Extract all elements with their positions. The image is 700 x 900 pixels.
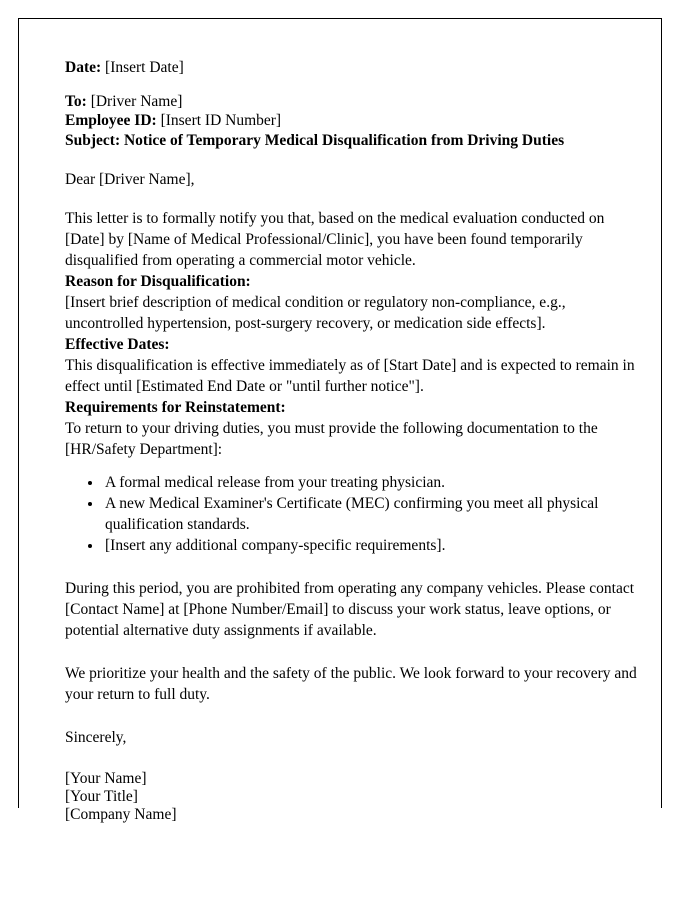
section-heading-reinstatement: Requirements for Reinstatement: — [65, 398, 286, 416]
closing-paragraph-1: During this period, you are prohibited from operating any company vehicles. Please contact [Contact Name] at [Phone Number/Email] to discuss your work status, leave options, or potential alternative duty assignments if available. — [65, 579, 635, 639]
date-label: Date: — [65, 59, 102, 76]
intro-paragraph: This letter is to formally notify you that, based on the medical evaluation conducted on [Date] by [Name of Medical Professional/Clinic], you have been found temporarily disqualified from operating a commercial motor vehicle. — [65, 209, 605, 269]
section-body-effective-dates: This disqualification is effective immediately as of [Start Date] and is expected to remain in effect until [Estimated End Date or "until further notice"]. — [65, 356, 635, 395]
sign-off: Sincerely, — [65, 728, 127, 746]
letter-body — [65, 59, 643, 824]
recipient-line — [65, 93, 643, 111]
list-item: • A new Medical Examiner's Certificate (MEC) confirming you meet all physical qualification standards. — [103, 493, 643, 535]
employee-id-line — [65, 112, 643, 130]
to-value: [Driver Name] — [90, 92, 183, 110]
list-item: • [Insert any additional company-specific requirements]. — [103, 535, 643, 556]
signature-title: [Your Title] — [65, 787, 138, 805]
to-label: To: — [65, 92, 87, 110]
section-body-reinstatement: To return to your driving duties, you must provide the following documentation to the [HR/Safety Department]: — [65, 419, 598, 458]
signature-company: [Company Name] — [65, 805, 177, 823]
salutation: Dear [Driver Name], — [65, 170, 195, 188]
date-value: [Insert Date] — [105, 59, 184, 76]
employee-id-label: Employee ID: — [65, 112, 157, 129]
employee-id-value: [Insert ID Number] — [160, 112, 282, 129]
signature-name: [Your Name] — [65, 769, 147, 787]
closing-paragraph-2: We prioritize your health and the safety of the public. We look forward to your recovery and your return to full duty. — [65, 664, 637, 703]
section-body-reason: [Insert brief description of medical condition or regulatory non-compliance, e.g., uncontrolled hypertension, post-surgery recovery, or medication side effects]. — [65, 293, 566, 332]
letter-sheet — [18, 18, 662, 823]
signature-block — [65, 770, 643, 824]
section-heading-reason: Reason for Disqualification: — [65, 272, 251, 290]
date-line — [65, 59, 643, 77]
list-item: • A formal medical release from your treating physician. — [103, 472, 643, 493]
reinstatement-requirements-list — [65, 472, 643, 556]
subject-line: Subject: Notice of Temporary Medical Disqualification from Driving Duties — [65, 131, 565, 149]
section-heading-effective-dates: Effective Dates: — [65, 335, 170, 353]
